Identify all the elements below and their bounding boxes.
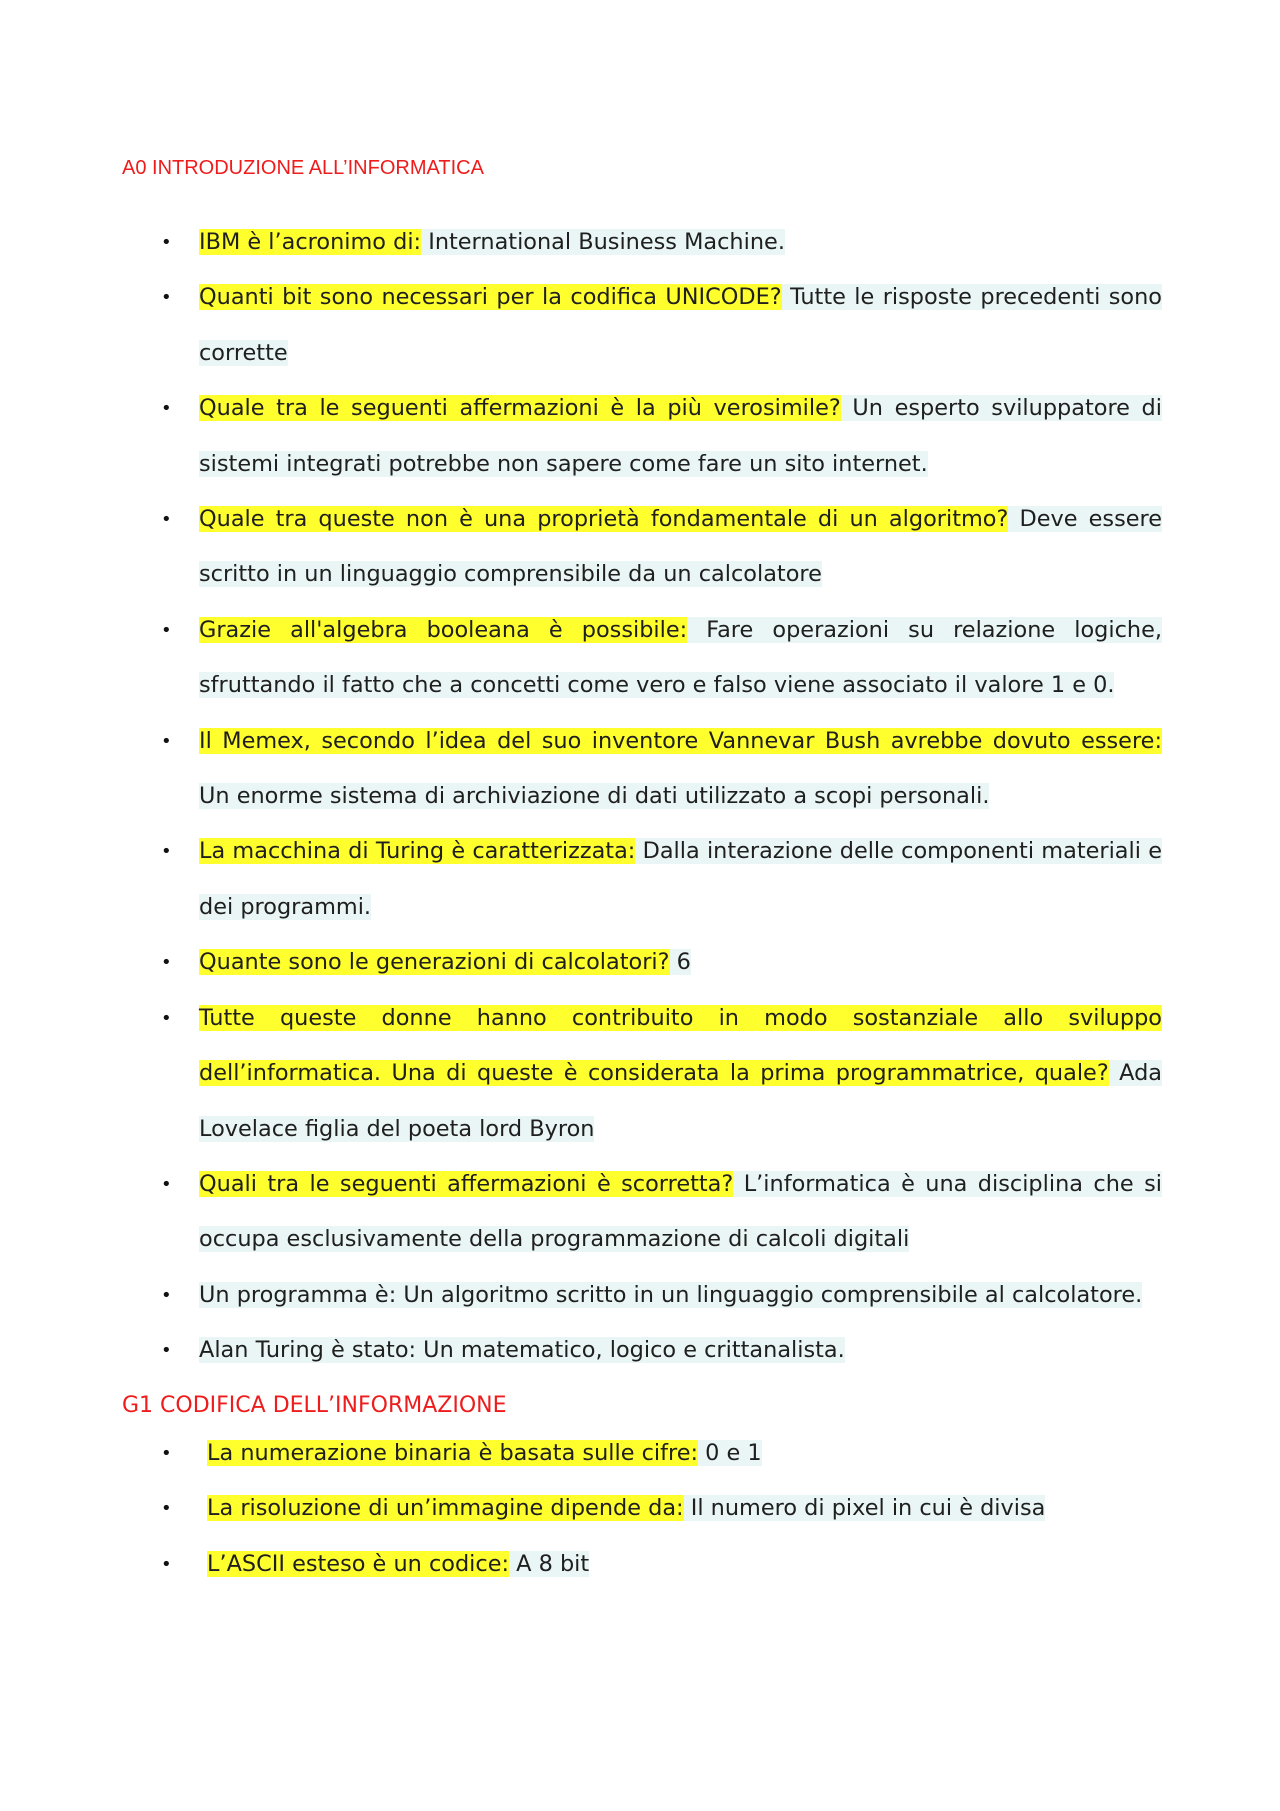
answer-text: A 8 bit bbox=[509, 1550, 590, 1577]
answer-text: Fare operazioni su relazione logiche, sfruttando il fatto che a concetti come vero e falso viene associato il valore 1 e 0. bbox=[199, 616, 1162, 699]
bullet-icon: • bbox=[161, 398, 172, 420]
answer-text: Il numero di pixel in cui è divisa bbox=[683, 1495, 1046, 1522]
list-item bbox=[0, 991, 1162, 1157]
question-list-g1 bbox=[0, 1426, 1280, 1592]
question-text: Quali tra le seguenti affermazioni è scorretta? bbox=[199, 1170, 734, 1197]
section-title-a0: A0 INTRODUZIONE ALL’INFORMATICA bbox=[122, 157, 484, 179]
list-item bbox=[0, 824, 1162, 935]
question-text: La numerazione binaria è basata sulle cifre: bbox=[207, 1440, 699, 1466]
list-item bbox=[0, 270, 1162, 381]
answer-text: International Business Machine. bbox=[421, 229, 785, 255]
answer-text: Un esperto sviluppatore di sistemi integrati potrebbe non sapere come fare un sito internet. bbox=[199, 395, 1162, 477]
bullet-icon: • bbox=[161, 232, 172, 253]
question-text: Grazie all'algebra booleana è possibile: bbox=[199, 616, 688, 643]
list-item bbox=[0, 1157, 1162, 1268]
bullet-icon: • bbox=[161, 841, 172, 863]
answer-text: Ada Lovelace figlia del poeta lord Byron bbox=[199, 1060, 1162, 1142]
bullet-icon: • bbox=[161, 1284, 172, 1306]
question-list-a0 bbox=[0, 215, 1280, 1379]
bullet-icon: • bbox=[161, 952, 172, 974]
question-text: Tutte queste donne hanno contribuito in modo sostanziale allo sviluppo dell’informatica. Una di queste è considerata la prima programmatrice, quale? bbox=[199, 1004, 1162, 1087]
bullet-icon: • bbox=[161, 287, 172, 309]
bullet-icon: • bbox=[161, 619, 172, 641]
question-text: Quante sono le generazioni di calcolatori? bbox=[199, 949, 670, 976]
list-item bbox=[0, 1323, 1162, 1378]
list-item bbox=[0, 603, 1162, 714]
bullet-icon: • bbox=[161, 1498, 172, 1520]
question-text: Quanti bit sono necessari per la codifica UNICODE? bbox=[199, 284, 782, 311]
question-text: L’ASCII esteso è un codice: bbox=[207, 1550, 510, 1577]
bullet-icon: • bbox=[161, 1553, 172, 1575]
list-item bbox=[0, 1268, 1162, 1323]
answer-text: Deve essere scritto in un linguaggio comprensibile da un calcolatore bbox=[199, 506, 1163, 588]
bullet-icon: • bbox=[161, 1007, 172, 1029]
list-item bbox=[0, 1426, 1162, 1481]
list-item bbox=[0, 492, 1162, 603]
answer-text: Un programma è: Un algoritmo scritto in un linguaggio comprensibile al calcolatore. bbox=[199, 1281, 1143, 1308]
answer-text: 0 e 1 bbox=[698, 1440, 762, 1466]
question-text: Quale tra le seguenti affermazioni è la più verosimile? bbox=[199, 395, 841, 422]
bullet-icon: • bbox=[161, 1173, 172, 1195]
answer-text: L’informatica è una disciplina che si occupa esclusivamente della programmazione di calcoli digitali bbox=[199, 1170, 1162, 1253]
list-item bbox=[0, 714, 1162, 825]
list-item bbox=[0, 1537, 1162, 1592]
list-item bbox=[0, 381, 1162, 492]
bullet-icon: • bbox=[161, 1340, 172, 1362]
question-text: IBM è l’acronimo di: bbox=[199, 229, 422, 255]
list-item bbox=[0, 935, 1162, 990]
bullet-icon: • bbox=[161, 509, 172, 531]
list-item bbox=[0, 1481, 1162, 1536]
question-text: La risoluzione di un’immagine dipende da: bbox=[207, 1495, 684, 1522]
answer-text: 6 bbox=[669, 949, 691, 976]
question-text: La macchina di Turing è caratterizzata: bbox=[199, 838, 636, 865]
question-text: Il Memex, secondo l’idea del suo inventore Vannevar Bush avrebbe dovuto essere: bbox=[199, 727, 1162, 754]
bullet-icon: • bbox=[161, 730, 172, 752]
answer-text: Alan Turing è stato: Un matematico, logico e crittanalista. bbox=[199, 1337, 845, 1364]
answer-text: Dalla interazione delle componenti materiali e dei programmi. bbox=[199, 838, 1162, 920]
list-item bbox=[0, 215, 1162, 270]
bullet-icon: • bbox=[161, 1443, 172, 1464]
answer-text: Un enorme sistema di archiviazione di dati utilizzato a scopi personali. bbox=[199, 783, 990, 810]
section-title-g1: G1 CODIFICA DELL’INFORMAZIONE bbox=[122, 1393, 507, 1418]
question-text: Quale tra queste non è una proprietà fondamentale di un algoritmo? bbox=[199, 506, 1009, 533]
answer-text: Tutte le risposte precedenti sono corrette bbox=[199, 284, 1163, 366]
